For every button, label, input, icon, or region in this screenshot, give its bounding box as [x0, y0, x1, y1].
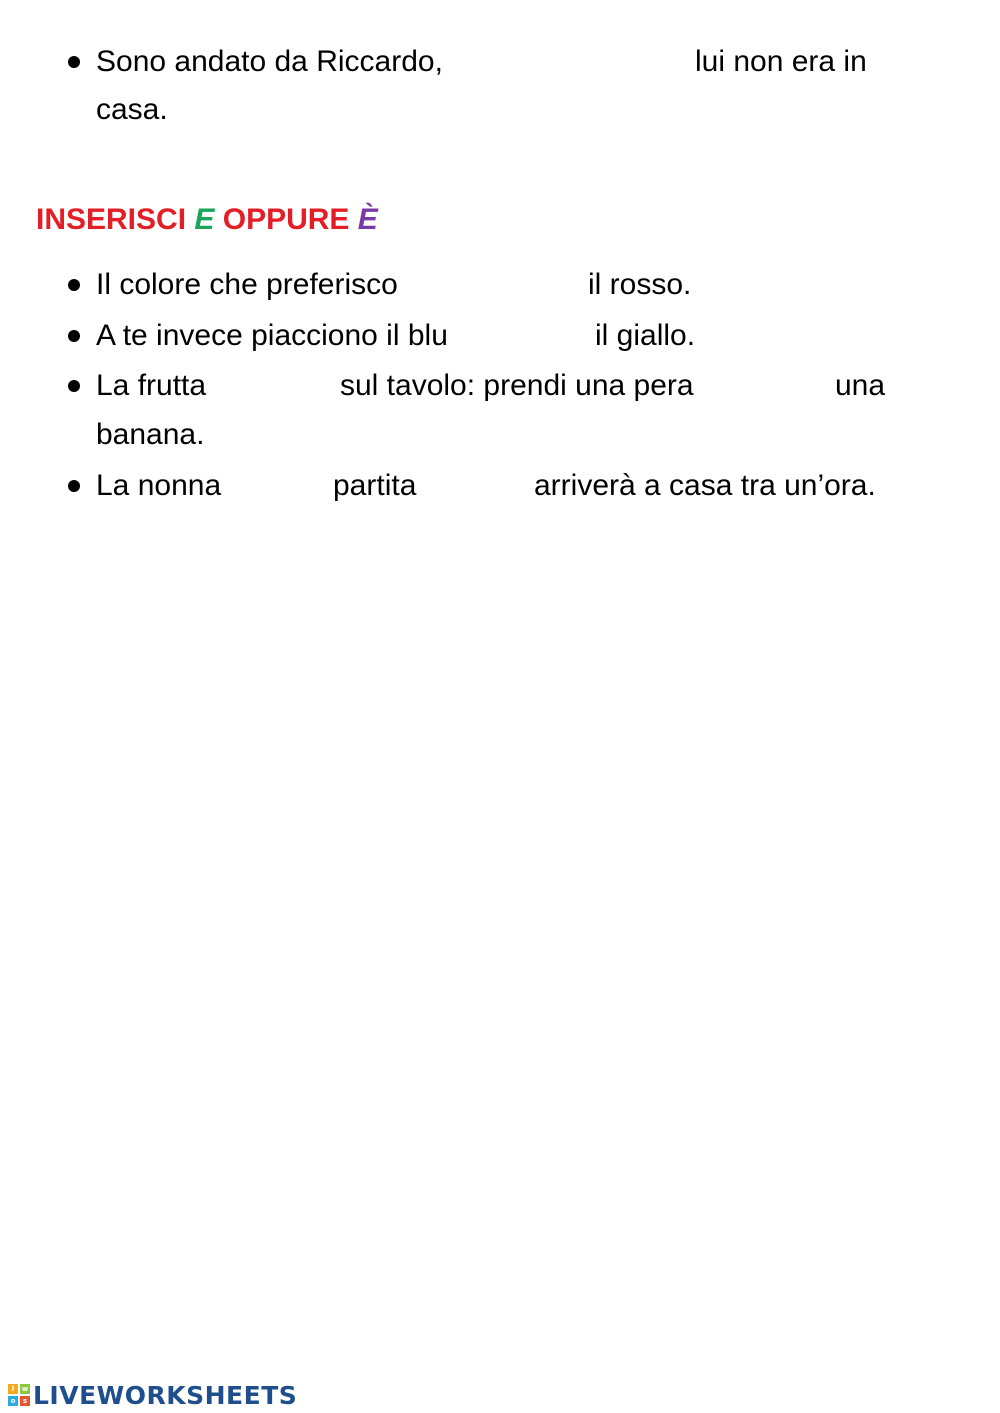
sentence-text: La nonna [96, 469, 222, 502]
heading-text: OPPURE [222, 203, 350, 236]
bullet-icon [68, 279, 80, 291]
sentence-text: Sono andato da Riccardo, [96, 45, 443, 78]
sentence-text: sul tavolo: prendi una pera [340, 369, 694, 402]
blank-input[interactable] [441, 468, 526, 504]
heading-e-grave: È [357, 203, 378, 236]
logo-tile: s [20, 1396, 30, 1406]
bullet-icon [68, 380, 80, 392]
blank-input[interactable] [446, 267, 576, 303]
sentence-text: Il colore che preferisco [96, 268, 398, 301]
sentence-text: una [835, 369, 886, 402]
sentence-text: partita [333, 469, 417, 502]
sentence-text: La frutta [96, 369, 207, 402]
sentence-continuation: banana. [96, 418, 205, 451]
heading-e: E [194, 203, 215, 236]
sentence-text: il giallo. [595, 319, 696, 352]
blank-input[interactable] [751, 368, 826, 404]
heading-text: INSERISCI [36, 203, 187, 236]
bullet-icon [68, 330, 80, 342]
sentence-continuation: casa. [96, 93, 168, 126]
logo-grid-icon [8, 1384, 30, 1406]
blank-input[interactable] [241, 468, 326, 504]
blank-input[interactable] [231, 368, 331, 404]
blank-input[interactable] [501, 318, 586, 354]
brand-name: LIVEWORKSHEETS [33, 1380, 298, 1410]
logo-tile: l [8, 1384, 18, 1394]
sentence-text: A te invece piacciono il blu [96, 319, 448, 352]
sentence-text: lui non era in [695, 45, 867, 78]
sentence-text: il rosso. [588, 268, 692, 301]
blank-input[interactable] [486, 44, 686, 80]
bullet-icon [68, 56, 80, 68]
bullet-icon [68, 480, 80, 492]
exercise-heading [36, 202, 378, 238]
sentence-text: arriverà a casa tra un’ora. [534, 469, 876, 502]
logo-tile: w [21, 1385, 29, 1393]
liveworksheets-logo [8, 1380, 297, 1410]
logo-tile: o [8, 1396, 18, 1406]
